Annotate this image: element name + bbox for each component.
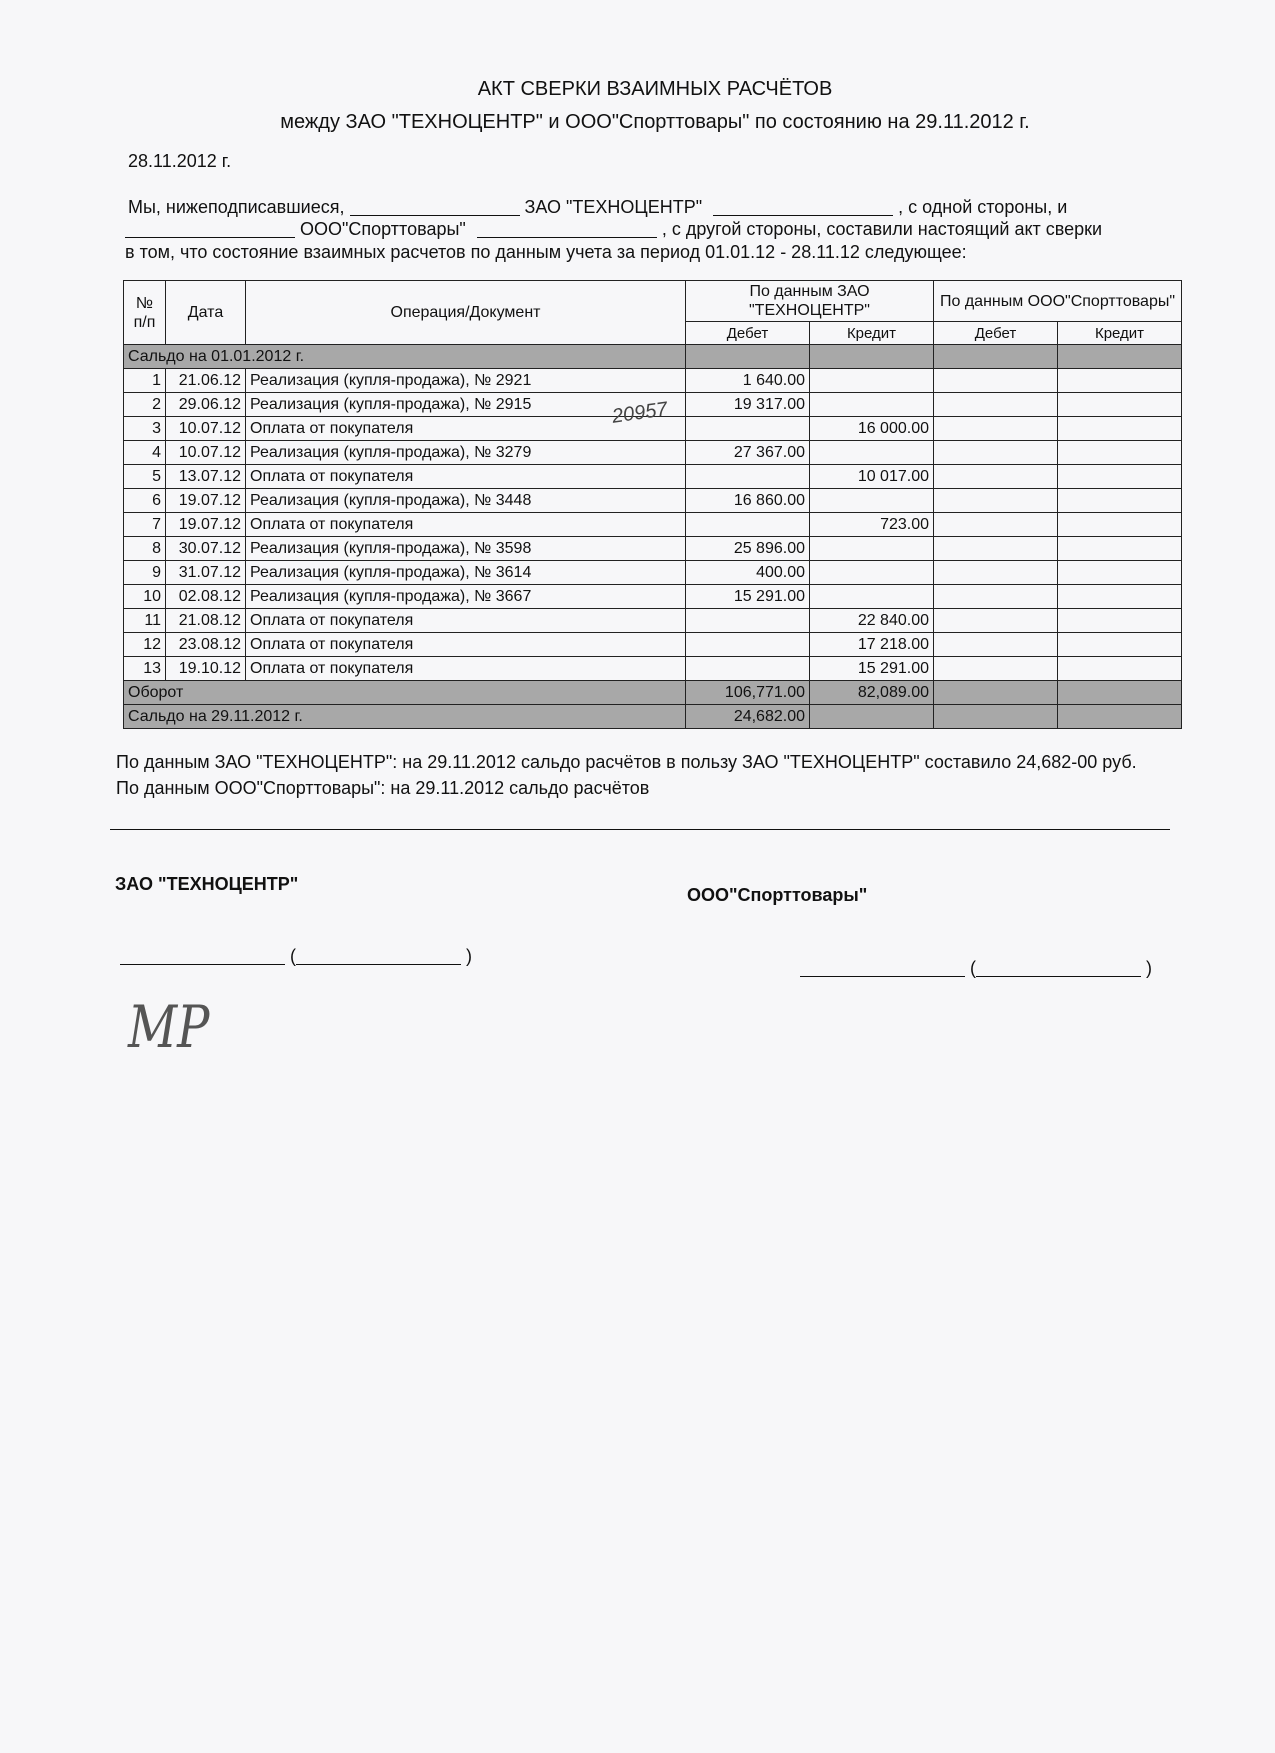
intro-line-3: в том, что состояние взаимных расчетов по данным учета за период 01.01.12 - 28.11.12 следующее: — [125, 242, 967, 262]
closing-party2-credit — [1058, 705, 1182, 729]
row-operation: Оплата от покупателя — [246, 633, 686, 657]
row-operation: Реализация (купля-продажа), № 3279 — [246, 441, 686, 465]
handwritten-initials: МР — [128, 994, 210, 1062]
row-debit — [686, 465, 810, 489]
row-credit: 10 017.00 — [810, 465, 934, 489]
row-date: 31.07.12 — [166, 561, 246, 585]
row-party2-credit — [1058, 585, 1182, 609]
document-date: 28.11.2012 г. — [128, 151, 232, 171]
row-date: 10.07.12 — [166, 441, 246, 465]
row-date: 10.07.12 — [166, 417, 246, 441]
row-credit — [810, 393, 934, 417]
closing-debit: 24,682.00 — [686, 705, 810, 729]
paren-close: ) — [1146, 958, 1153, 978]
header-debit: Дебет — [686, 322, 810, 345]
header-debit: Дебет — [934, 322, 1058, 345]
row-debit — [686, 609, 810, 633]
signature-block-2 — [800, 958, 1152, 979]
signature-line — [800, 958, 965, 977]
row-number: 1 — [124, 369, 166, 393]
row-operation: Реализация (купля-продажа), № 2915 — [246, 393, 686, 417]
row-number: 10 — [124, 585, 166, 609]
row-operation: Реализация (купля-продажа), № 3598 — [246, 537, 686, 561]
table-row — [124, 633, 1182, 657]
blank-line — [350, 197, 520, 216]
header-party2-group: По данным ООО"Спорттовары" — [934, 281, 1182, 322]
closing-party2-debit — [934, 705, 1058, 729]
row-debit: 15 291.00 — [686, 585, 810, 609]
row-number: 7 — [124, 513, 166, 537]
row-credit — [810, 441, 934, 465]
handwritten-note: 20957 — [610, 398, 669, 428]
row-date: 19.10.12 — [166, 657, 246, 681]
row-debit: 25 896.00 — [686, 537, 810, 561]
intro-line2-end: , с другой стороны, составили настоящий акт сверки — [661, 219, 1103, 239]
intro-party1: ЗАО "ТЕХНОЦЕНТР" — [524, 197, 703, 217]
row-party2-debit — [934, 465, 1058, 489]
row-party2-debit — [934, 417, 1058, 441]
header-party1-group: По данным ЗАО "ТЕХНОЦЕНТР" — [686, 281, 934, 322]
row-operation: Реализация (купля-продажа), № 3614 — [246, 561, 686, 585]
signature-party1: ЗАО "ТЕХНОЦЕНТР" — [115, 874, 299, 894]
row-number: 6 — [124, 489, 166, 513]
table-row — [124, 585, 1182, 609]
header-credit: Кредит — [810, 322, 934, 345]
row-operation: Реализация (купля-продажа), № 3667 — [246, 585, 686, 609]
row-party2-credit — [1058, 609, 1182, 633]
row-debit — [686, 417, 810, 441]
row-debit — [686, 513, 810, 537]
closing-balance-label: Сальдо на 29.11.2012 г. — [124, 705, 686, 729]
summary-line-2: По данным ООО"Спорттовары": на 29.11.2012 сальдо расчётов — [116, 778, 650, 798]
row-party2-credit — [1058, 417, 1182, 441]
summary-blank-line — [110, 828, 1170, 830]
row-party2-credit — [1058, 369, 1182, 393]
row-party2-debit — [934, 537, 1058, 561]
row-date: 21.08.12 — [166, 609, 246, 633]
row-debit: 19 317.00 — [686, 393, 810, 417]
row-credit — [810, 489, 934, 513]
header-credit: Кредит — [1058, 322, 1182, 345]
row-credit: 16 000.00 — [810, 417, 934, 441]
opening-balance-row — [124, 345, 1182, 369]
table-row — [124, 609, 1182, 633]
row-number: 12 — [124, 633, 166, 657]
turnover-credit: 82,089.00 — [810, 681, 934, 705]
turnover-row — [124, 681, 1182, 705]
row-date: 02.08.12 — [166, 585, 246, 609]
row-credit: 22 840.00 — [810, 609, 934, 633]
row-party2-debit — [934, 369, 1058, 393]
closing-credit — [810, 705, 934, 729]
row-date: 23.08.12 — [166, 633, 246, 657]
row-credit — [810, 585, 934, 609]
row-number: 3 — [124, 417, 166, 441]
header-num: № п/п — [124, 281, 166, 345]
row-number: 13 — [124, 657, 166, 681]
row-number: 8 — [124, 537, 166, 561]
opening-balance-label: Сальдо на 01.01.2012 г. — [124, 345, 686, 369]
row-credit — [810, 369, 934, 393]
reconciliation-table — [123, 280, 1182, 729]
summary-line-1: По данным ЗАО "ТЕХНОЦЕНТР": на 29.11.2012 сальдо расчётов в пользу ЗАО "ТЕХНОЦЕНТР" составило 24,682-00 руб. — [116, 752, 1137, 772]
table-row — [124, 465, 1182, 489]
row-date: 19.07.12 — [166, 489, 246, 513]
turnover-party2-debit — [934, 681, 1058, 705]
row-party2-debit — [934, 489, 1058, 513]
table-row — [124, 561, 1182, 585]
header-date: Дата — [166, 281, 246, 345]
row-credit — [810, 561, 934, 585]
row-operation: Оплата от покупателя — [246, 465, 686, 489]
row-number: 5 — [124, 465, 166, 489]
row-operation: Реализация (купля-продажа), № 2921 — [246, 369, 686, 393]
paren-open: ( — [970, 958, 977, 978]
table-row — [124, 657, 1182, 681]
turnover-party2-credit — [1058, 681, 1182, 705]
row-party2-debit — [934, 561, 1058, 585]
row-number: 2 — [124, 393, 166, 417]
row-party2-debit — [934, 609, 1058, 633]
row-party2-debit — [934, 393, 1058, 417]
row-operation: Оплата от покупателя — [246, 417, 686, 441]
intro-line-2 — [125, 219, 1102, 240]
row-party2-debit — [934, 585, 1058, 609]
row-credit: 15 291.00 — [810, 657, 934, 681]
row-party2-debit — [934, 513, 1058, 537]
row-party2-debit — [934, 441, 1058, 465]
row-operation: Оплата от покупателя — [246, 513, 686, 537]
row-debit: 16 860.00 — [686, 489, 810, 513]
intro-line-1 — [128, 197, 1067, 218]
row-credit — [810, 537, 934, 561]
document-subtitle: между ЗАО "ТЕХНОЦЕНТР" и ООО"Спорттовары" по состоянию на 29.11.2012 г. — [280, 111, 1030, 133]
row-operation: Оплата от покупателя — [246, 657, 686, 681]
row-party2-credit — [1058, 489, 1182, 513]
row-party2-debit — [934, 633, 1058, 657]
row-debit: 400.00 — [686, 561, 810, 585]
row-number: 11 — [124, 609, 166, 633]
table-row — [124, 369, 1182, 393]
row-debit: 27 367.00 — [686, 441, 810, 465]
row-date: 30.07.12 — [166, 537, 246, 561]
table-row — [124, 441, 1182, 465]
turnover-label: Оборот — [124, 681, 686, 705]
paren-close: ) — [466, 946, 473, 966]
intro-party2: ООО"Спорттовары" — [300, 219, 466, 239]
name-line — [976, 958, 1141, 977]
row-debit — [686, 657, 810, 681]
row-party2-credit — [1058, 465, 1182, 489]
row-party2-credit — [1058, 657, 1182, 681]
turnover-debit: 106,771.00 — [686, 681, 810, 705]
blank-line — [713, 197, 893, 216]
row-credit: 17 218.00 — [810, 633, 934, 657]
closing-balance-row — [124, 705, 1182, 729]
row-date: 21.06.12 — [166, 369, 246, 393]
row-party2-credit — [1058, 561, 1182, 585]
row-operation: Реализация (купля-продажа), № 3448 — [246, 489, 686, 513]
row-credit: 723.00 — [810, 513, 934, 537]
name-line — [296, 946, 461, 965]
table-row — [124, 513, 1182, 537]
blank-line — [125, 219, 295, 238]
row-party2-credit — [1058, 537, 1182, 561]
row-debit: 1 640.00 — [686, 369, 810, 393]
signature-block-1 — [120, 946, 472, 967]
signature-party2: ООО"Спорттовары" — [687, 885, 868, 905]
row-operation: Оплата от покупателя — [246, 609, 686, 633]
blank-line — [477, 219, 657, 238]
table-row — [124, 489, 1182, 513]
row-number: 9 — [124, 561, 166, 585]
row-party2-credit — [1058, 633, 1182, 657]
row-date: 19.07.12 — [166, 513, 246, 537]
intro-line1-end: , с одной стороны, и — [898, 197, 1068, 217]
row-date: 29.06.12 — [166, 393, 246, 417]
paren-open: ( — [290, 946, 297, 966]
header-operation: Операция/Документ — [246, 281, 686, 345]
row-date: 13.07.12 — [166, 465, 246, 489]
row-party2-credit — [1058, 441, 1182, 465]
document-title: АКТ СВЕРКИ ВЗАИМНЫХ РАСЧЁТОВ — [477, 78, 833, 100]
row-party2-credit — [1058, 393, 1182, 417]
table-row — [124, 537, 1182, 561]
row-party2-debit — [934, 657, 1058, 681]
row-number: 4 — [124, 441, 166, 465]
signature-line — [120, 946, 285, 965]
intro-start: Мы, нижеподписавшиеся, — [128, 197, 345, 217]
row-party2-credit — [1058, 513, 1182, 537]
row-debit — [686, 633, 810, 657]
